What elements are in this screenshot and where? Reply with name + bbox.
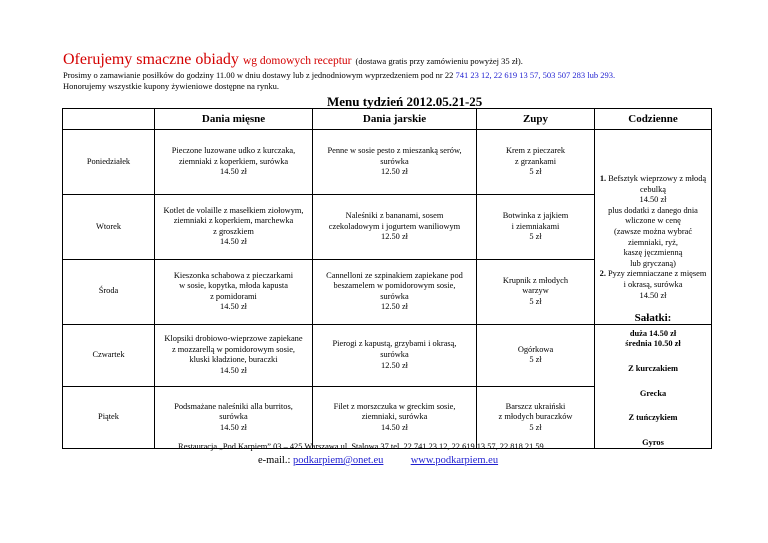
promo-headline xyxy=(63,51,523,70)
meat-dish: Pieczone luzowane udko z kurczaka, ziemniaki z koperkiem, surówka 14.50 zł xyxy=(155,130,313,195)
salad-item: Grecka xyxy=(639,388,667,398)
order-phones: 741 23 12, 22 619 13 57, 503 507 283 lub 293. xyxy=(455,70,616,80)
email-label: e-mail.: xyxy=(258,455,293,466)
soup: Barszcz ukraiński z młodych buraczków 5 zł xyxy=(477,387,595,449)
salads-list xyxy=(595,324,712,449)
soup: Botwinka z jajkiem i ziemniakami 5 zł xyxy=(477,194,595,259)
soup: Krupnik z młodych warzyw 5 zł xyxy=(477,259,595,324)
daily-dishes: 1. Befsztyk wieprzowy z młodą cebulką 14.50 zł plus dodatki z danego dnia wliczone w cenę (zawsze można wybrać ziemniaki, ryż, kaszę jęczmienną lub gryczaną) 2. Pyzy ziemniaczane z mięsem i okrasą, surówka 14.50 zł Sałatki: xyxy=(595,130,712,325)
salads-title: Sałatki: xyxy=(634,312,672,325)
salad-item: Gyros xyxy=(642,437,664,447)
meat-dish: Podsmażane naleśniki alla burritos, surówka 14.50 zł xyxy=(155,387,313,449)
header-day xyxy=(63,109,155,130)
meat-dish: Klopsiki drobiowo-wieprzowe zapiekane z mozzarellą w pomidorowym sosie, kluski kładzione, buraczki 14.50 zł xyxy=(155,324,313,386)
veg-dish: Naleśniki z bananami, sosem czekoladowym i jogurtem waniliowym 12.50 zł xyxy=(313,194,477,259)
day-name: Piątek xyxy=(63,387,155,449)
soup: Krem z pieczarek z grzankami 5 zł xyxy=(477,130,595,195)
day-name: Środa xyxy=(63,259,155,324)
salad-item: Z tuńczykiem xyxy=(628,413,678,423)
order-info xyxy=(63,70,615,92)
veg-dish: Pierogi z kapustą, grzybami i okrasą, surówka 12.50 zł xyxy=(313,324,477,386)
header-veg: Dania jarskie xyxy=(313,109,477,130)
veg-dish: Penne w sosie pesto z mieszanką serów, surówka 12.50 zł xyxy=(313,130,477,195)
day-name: Poniedziałek xyxy=(63,130,155,195)
order-text: Prosimy o zamawianie posiłków do godziny 11.00 w dniu dostawy lub z jednodniowym wyprzedzeniem pod nr 22 xyxy=(63,70,456,80)
salad-price-large: duża 14.50 zł xyxy=(629,328,677,338)
daily-item-1: 1. Befsztyk wieprzowy z młodą xyxy=(599,174,707,183)
weekly-menu-table xyxy=(62,108,712,449)
promo-delivery-note: (dostawa gratis przy zamówieniu powyżej 35 zł). xyxy=(355,56,523,66)
footer-contact xyxy=(258,455,498,466)
menu-title: Menu tydzień 2012.05.21-25 xyxy=(327,94,483,109)
table-row xyxy=(63,324,712,386)
table-header-row xyxy=(63,109,712,130)
day-name: Wtorek xyxy=(63,194,155,259)
salad-item: Z kurczakiem xyxy=(628,363,678,373)
header-soup: Zupy xyxy=(477,109,595,130)
salad-price-medium: średnia 10.50 zł xyxy=(625,339,681,349)
header-daily: Codzienne xyxy=(595,109,712,130)
promo-title: Oferujemy smaczne obiady xyxy=(63,51,239,68)
website-link[interactable]: www.podkarpiem.eu xyxy=(410,455,499,466)
footer-address: Restauracja „Pod Karpiem” 03 – 425 Warszawa ul. Stalowa 37 tel. 22 741 23 12, 22 619 13 57, 22 818 21 59 xyxy=(178,442,544,451)
daily-item-2: 2. Pyzy ziemniaczane z mięsem xyxy=(599,269,707,279)
vouchers-text: Honorujemy wszystkie kupony żywieniowe dostępne na rynku. xyxy=(63,81,279,91)
header-meat: Dania mięsne xyxy=(155,109,313,130)
email-link[interactable]: podkarpiem@onet.eu xyxy=(293,455,384,466)
veg-dish: Filet z morszczuka w greckim sosie, ziemniaki, surówka 14.50 zł xyxy=(313,387,477,449)
table-row xyxy=(63,130,712,195)
soup: Ogórkowa 5 zł xyxy=(477,324,595,386)
meat-dish: Kotlet de volaille z masełkiem ziołowym, ziemniaki z koperkiem, marchewka z groszkiem 14.50 zł xyxy=(155,194,313,259)
promo-subtitle: wg domowych receptur xyxy=(242,55,352,67)
day-name: Czwartek xyxy=(63,324,155,386)
veg-dish: Cannelloni ze szpinakiem zapiekane pod beszamelem w pomidorowym sosie, surówka 12.50 zł xyxy=(313,259,477,324)
meat-dish: Kieszonka schabowa z pieczarkami w sosie, kopytka, młoda kapusta z pomidorami 14.50 zł xyxy=(155,259,313,324)
